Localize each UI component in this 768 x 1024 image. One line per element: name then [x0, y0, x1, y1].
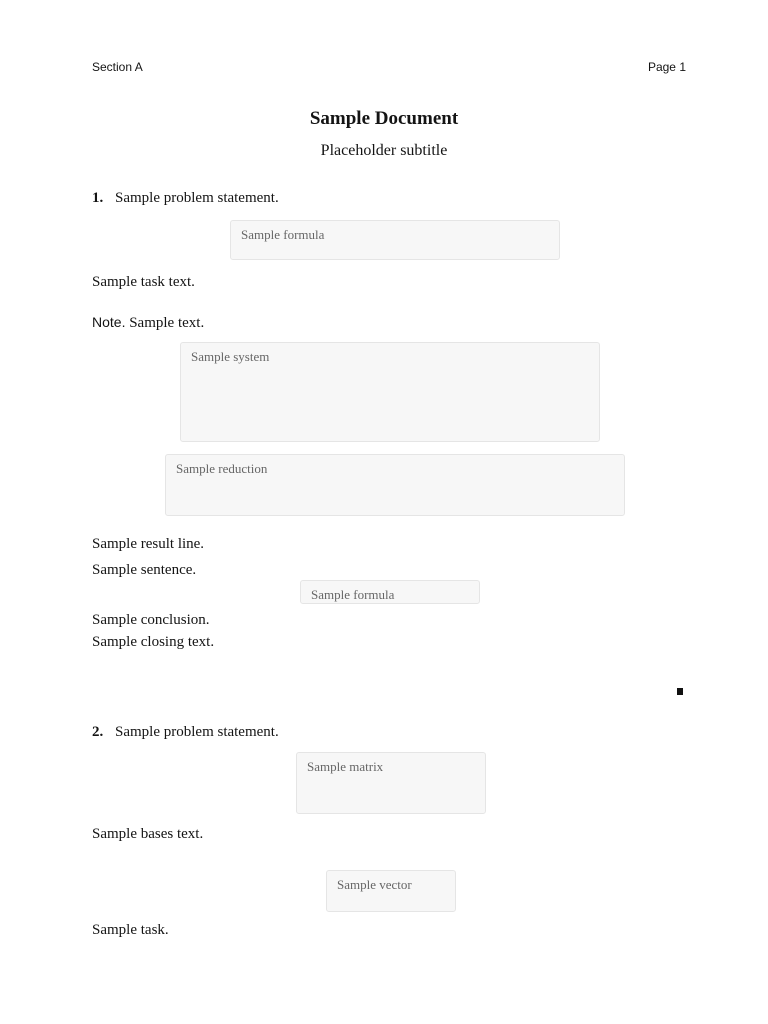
solution-intro — [92, 312, 686, 333]
solution-label: Note. — [92, 314, 126, 330]
problem-1-display: Sample formula — [230, 220, 560, 260]
problem-2-task: Sample task. — [92, 922, 169, 938]
document-subtitle: Placeholder subtitle — [320, 142, 448, 159]
header-left: Section A — [92, 60, 143, 74]
kernel-system: Sample system — [180, 342, 600, 442]
solution-intro-text: Sample text. — [129, 315, 205, 331]
problem-2-bases: Sample bases text. — [92, 826, 204, 842]
document-title: Sample Document — [309, 108, 459, 129]
problem-1-intro — [92, 188, 686, 208]
conclusion-1: Sample conclusion. — [92, 612, 210, 628]
row-reduction: Sample reduction — [165, 454, 625, 516]
problem-2-vector: Sample vector — [326, 870, 456, 912]
problem-2-intro-text: Sample problem statement. — [115, 724, 279, 740]
problem-1-number: 1. — [92, 190, 104, 206]
problem-2-intro — [92, 722, 686, 742]
problem-1-task: Sample task text. — [92, 274, 195, 290]
qed-mark — [677, 688, 683, 695]
problem-1-intro-text: Sample problem statement. — [115, 190, 279, 206]
theorem-intro: Sample sentence. — [92, 562, 197, 578]
problem-2-matrix: Sample matrix — [296, 752, 486, 814]
header-right: Page 1 — [647, 60, 686, 74]
rank-formula: Sample formula — [300, 580, 480, 604]
problem-2-number: 2. — [92, 724, 104, 740]
conclusion-2: Sample closing text. — [92, 634, 215, 650]
kernel-result: Sample result line. — [92, 536, 205, 552]
